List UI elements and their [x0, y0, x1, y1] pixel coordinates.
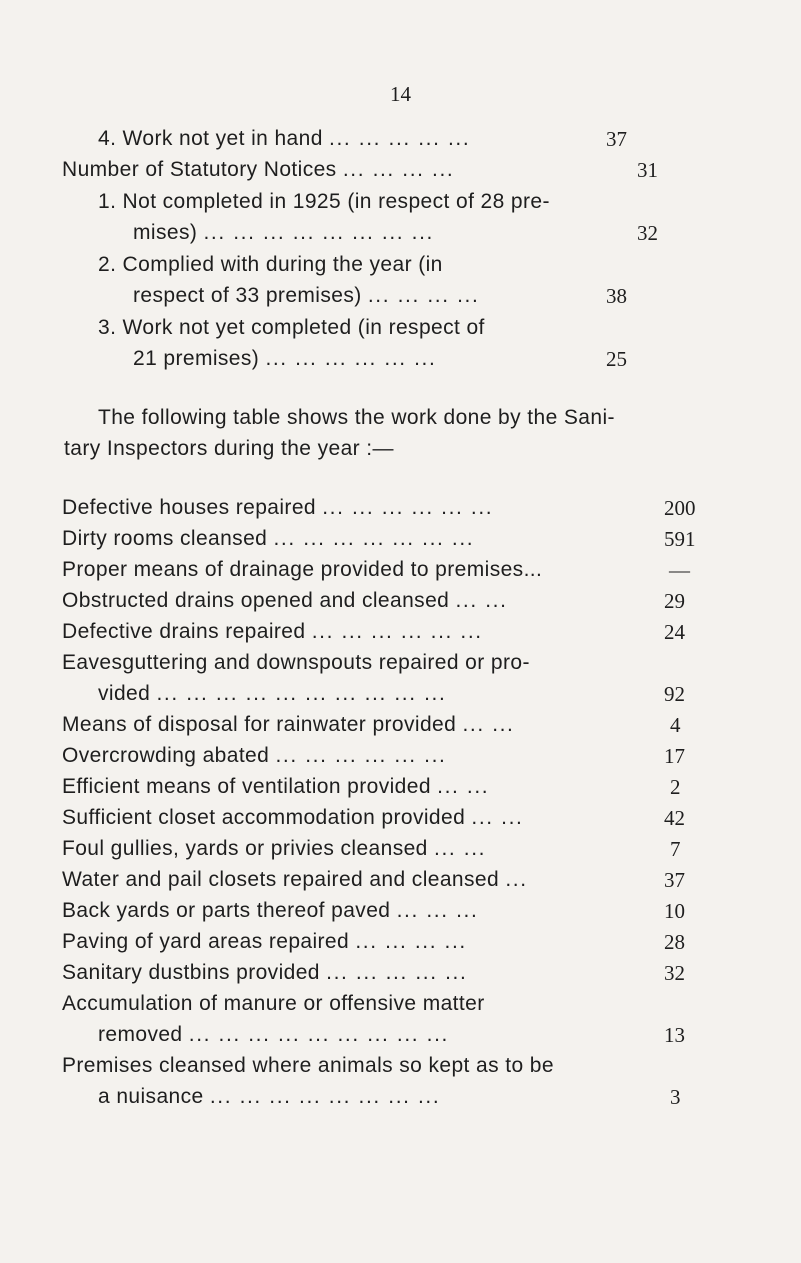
notice-2-label: respect of 33 premises): [133, 284, 362, 307]
notice-2-value: 38: [606, 284, 627, 308]
work-item-4-label: 4. Work not yet in hand: [98, 127, 323, 150]
work-item-4-value: 37: [606, 127, 627, 151]
notice-3-line-1: 3. Work not yet completed (in respect of: [98, 316, 485, 339]
row-value: 37: [664, 868, 685, 892]
row-label: Back yards or parts thereof paved: [62, 899, 391, 922]
row-value: 591: [664, 527, 696, 551]
leader-dots: ...: [505, 868, 528, 891]
row-value: 200: [664, 496, 696, 520]
leader-dots: ... ... ... ... ... ...: [311, 620, 483, 643]
intro-line-1: The following table shows the work done by the Sani-: [98, 406, 615, 429]
leader-dots: ... ... ... ...: [342, 158, 455, 181]
table-row: [62, 898, 478, 924]
statutory-notices-value: 31: [637, 158, 658, 182]
notice-3-line-2: [133, 346, 436, 372]
leader-dots: ... ... ... ... ... ...: [322, 496, 494, 519]
row-label: Premises cleansed where animals so kept as to be: [62, 1054, 554, 1077]
row-value: —: [669, 558, 690, 582]
row-label: Sanitary dustbins provided: [62, 961, 320, 984]
row-value: 42: [664, 806, 685, 830]
leader-dots: ... ... ...: [396, 899, 479, 922]
intro-line-2: tary Inspectors during the year :—: [64, 437, 394, 460]
table-row: [62, 495, 493, 521]
leader-dots: ... ... ... ... ... ... ... ... ... ...: [156, 682, 447, 705]
table-row: [62, 1053, 554, 1079]
row-label: Defective houses repaired: [62, 496, 316, 519]
leader-dots: ... ... ... ... ... ... ... ...: [203, 221, 434, 244]
leader-dots: ... ...: [437, 775, 490, 798]
table-row-continuation: [98, 681, 446, 707]
row-value: 7: [670, 837, 681, 861]
row-label: Eavesguttering and downspouts repaired or pro-: [62, 651, 530, 674]
row-label: removed: [98, 1023, 183, 1046]
notice-1-label: mises): [133, 221, 198, 244]
row-label: Means of disposal for rainwater provided: [62, 713, 457, 736]
row-label: Efficient means of ventilation provided: [62, 775, 431, 798]
leader-dots: ... ...: [471, 806, 524, 829]
table-row: [62, 650, 530, 676]
row-label: a nuisance: [98, 1085, 204, 1108]
row-label: Foul gullies, yards or privies cleansed: [62, 837, 428, 860]
table-row: [62, 867, 528, 893]
notice-1-line-1: 1. Not completed in 1925 (in respect of 28 pre-: [98, 190, 550, 213]
leader-dots: ... ...: [462, 713, 515, 736]
leader-dots: ... ...: [455, 589, 508, 612]
table-row-continuation: [98, 1084, 440, 1110]
leader-dots: ... ... ... ... ... ... ... ...: [209, 1085, 441, 1108]
table-row-continuation: [98, 1022, 449, 1048]
row-label: Proper means of drainage provided to premises...: [62, 558, 543, 581]
row-value: 13: [664, 1023, 685, 1047]
page-number: 14: [390, 82, 411, 106]
leader-dots: ... ... ... ... ... ...: [275, 744, 447, 767]
row-value: 3: [670, 1085, 681, 1109]
row-value: 17: [664, 744, 685, 768]
table-row: [62, 557, 542, 583]
row-value: 2: [670, 775, 681, 799]
leader-dots: ... ... ... ... ... ... ...: [273, 527, 475, 550]
row-label: Dirty rooms cleansed: [62, 527, 268, 550]
leader-dots: ... ... ... ... ... ...: [265, 347, 437, 370]
notice-3-label: 21 premises): [133, 347, 260, 370]
row-value: 24: [664, 620, 685, 644]
notice-2-line-2: [133, 283, 479, 309]
table-row: [62, 619, 483, 645]
row-label: Paving of yard areas repaired: [62, 930, 350, 953]
notice-3-value: 25: [606, 347, 627, 371]
row-label: Accumulation of manure or offensive matter: [62, 992, 485, 1015]
work-item-4: [98, 126, 470, 152]
table-row: [62, 774, 489, 800]
row-label: vided: [98, 682, 151, 705]
leader-dots: ... ... ... ... ...: [329, 127, 471, 150]
table-row: [62, 960, 467, 986]
row-value: 32: [664, 961, 685, 985]
row-value: 29: [664, 589, 685, 613]
row-label: Obstructed drains opened and cleansed: [62, 589, 450, 612]
notice-1-value: 32: [637, 221, 658, 245]
table-row: [62, 712, 515, 738]
row-label: Defective drains repaired: [62, 620, 306, 643]
row-label: Sufficient closet accommodation provided: [62, 806, 466, 829]
row-value: 4: [670, 713, 681, 737]
table-row: [62, 743, 446, 769]
table-row: [62, 836, 486, 862]
table-row: [62, 991, 485, 1017]
row-value: 92: [664, 682, 685, 706]
leader-dots: ... ... ... ... ... ... ... ... ...: [188, 1023, 449, 1046]
row-value: 10: [664, 899, 685, 923]
row-value: 28: [664, 930, 685, 954]
table-row: [62, 526, 474, 552]
row-label: Water and pail closets repaired and cleansed: [62, 868, 500, 891]
leader-dots: ... ... ... ...: [367, 284, 480, 307]
table-row: [62, 929, 467, 955]
table-row: [62, 805, 523, 831]
statutory-notices-label: Number of Statutory Notices: [62, 158, 337, 181]
row-label: Overcrowding abated: [62, 744, 270, 767]
statutory-notices: [62, 157, 454, 183]
notice-2-line-1: 2. Complied with during the year (in: [98, 253, 443, 276]
leader-dots: ... ... ... ...: [355, 930, 467, 953]
table-row: [62, 588, 508, 614]
leader-dots: ... ...: [434, 837, 487, 860]
notice-1-line-2: [133, 220, 434, 246]
leader-dots: ... ... ... ... ...: [326, 961, 468, 984]
